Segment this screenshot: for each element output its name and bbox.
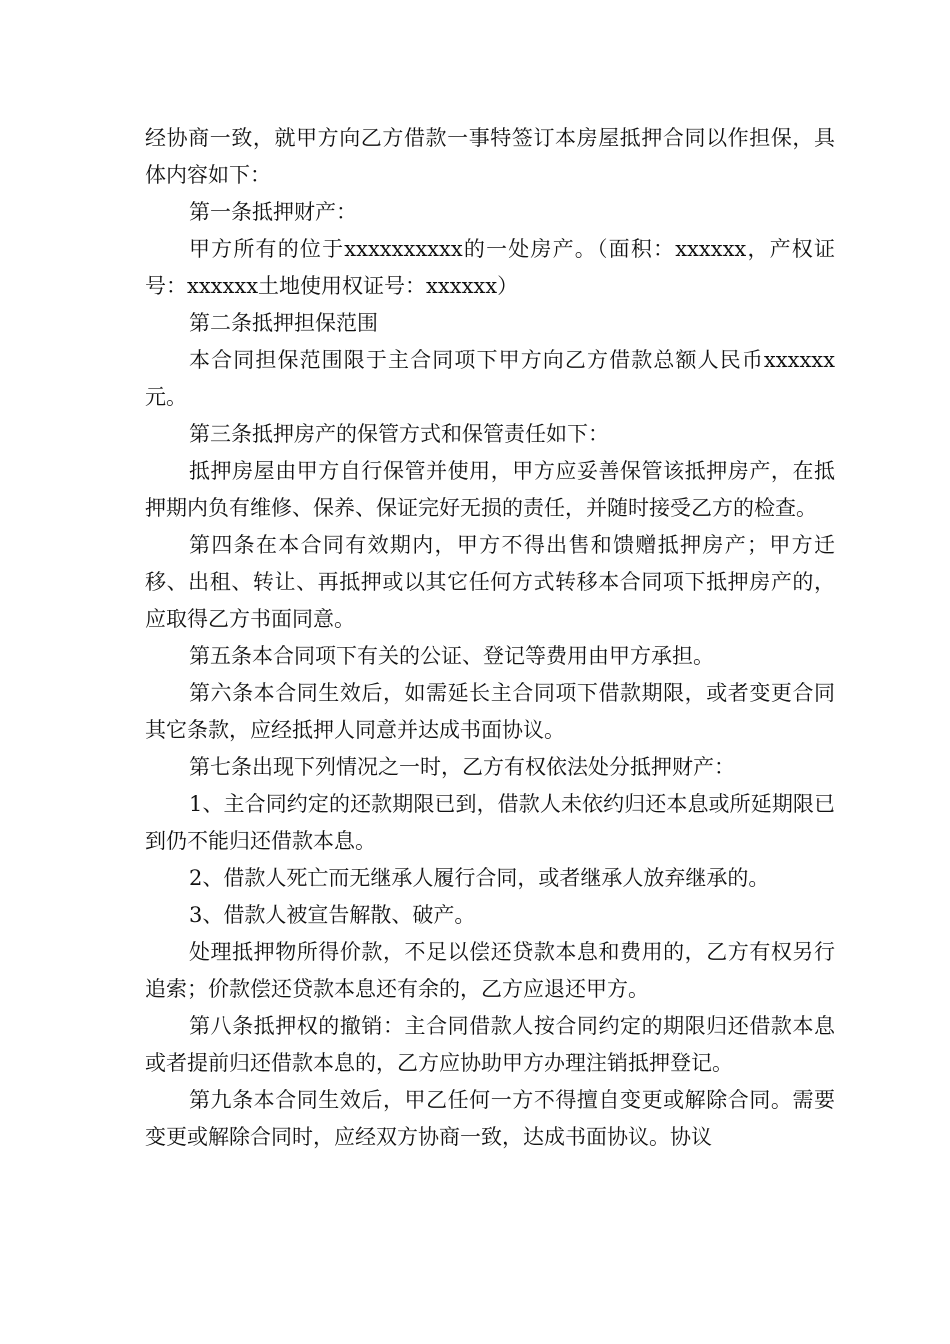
paragraph-article-3-body: 抵押房屋由甲方自行保管并使用，甲方应妥善保管该抵押房产，在抵押期内负有维修、保养、保证完好无损的责任，并随时接受乙方的检查。	[145, 459, 835, 520]
paragraph-article-5: 第五条本合同项下有关的公证、登记等费用由甲方承担。	[189, 644, 714, 668]
paragraph-article-9: 第九条本合同生效后，甲乙任何一方不得擅自变更或解除合同。需要变更或解除合同时，应经双方协商一致，达成书面协议。协议	[145, 1088, 835, 1149]
paragraph-article-6: 第六条本合同生效后，如需延长主合同项下借款期限，或者变更合同其它条款，应经抵押人同意并达成书面协议。	[145, 681, 835, 742]
paragraph-article-7-proceeds: 处理抵押物所得价款，不足以偿还贷款本息和费用的，乙方有权另行追索；价款偿还贷款本息还有余的，乙方应退还甲方。	[145, 940, 835, 1001]
paragraph-article-2-body: 本合同担保范围限于主合同项下甲方向乙方借款总额人民币xxxxxx元。	[145, 348, 835, 409]
paragraph-article-3-heading: 第三条抵押房产的保管方式和保管责任如下：	[189, 422, 609, 446]
paragraph-article-2-heading: 第二条抵押担保范围	[189, 311, 378, 335]
paragraph-article-1-heading: 第一条抵押财产：	[189, 200, 357, 224]
paragraph-intro: 经协商一致，就甲方向乙方借款一事特签订本房屋抵押合同以作担保，具体内容如下：	[145, 126, 835, 187]
paragraph-article-7-heading: 第七条出现下列情况之一时，乙方有权依法处分抵押财产：	[189, 755, 735, 779]
paragraph-article-7-item-3: 3、借款人被宣告解散、破产。	[189, 903, 476, 927]
document-body	[145, 120, 835, 1156]
paragraph-article-1-body: 甲方所有的位于xxxxxxxxxx的一处房产。（面积：xxxxxx，产权证号：xxxxxx土地使用权证号：xxxxxx）	[145, 237, 835, 298]
paragraph-article-4: 第四条在本合同有效期内，甲方不得出售和馈赠抵押房产；甲方迁移、出租、转让、再抵押或以其它任何方式转移本合同项下抵押房产的，应取得乙方书面同意。	[145, 533, 835, 631]
paragraph-article-7-item-2: 2、借款人死亡而无继承人履行合同，或者继承人放弃继承的。	[189, 866, 770, 890]
paragraph-article-8: 第八条抵押权的撤销：主合同借款人按合同约定的期限归还借款本息或者提前归还借款本息的，乙方应协助甲方办理注销抵押登记。	[145, 1014, 835, 1075]
paragraph-article-7-item-1: 1、主合同约定的还款期限已到，借款人未依约归还本息或所延期限已到仍不能归还借款本息。	[145, 792, 835, 853]
